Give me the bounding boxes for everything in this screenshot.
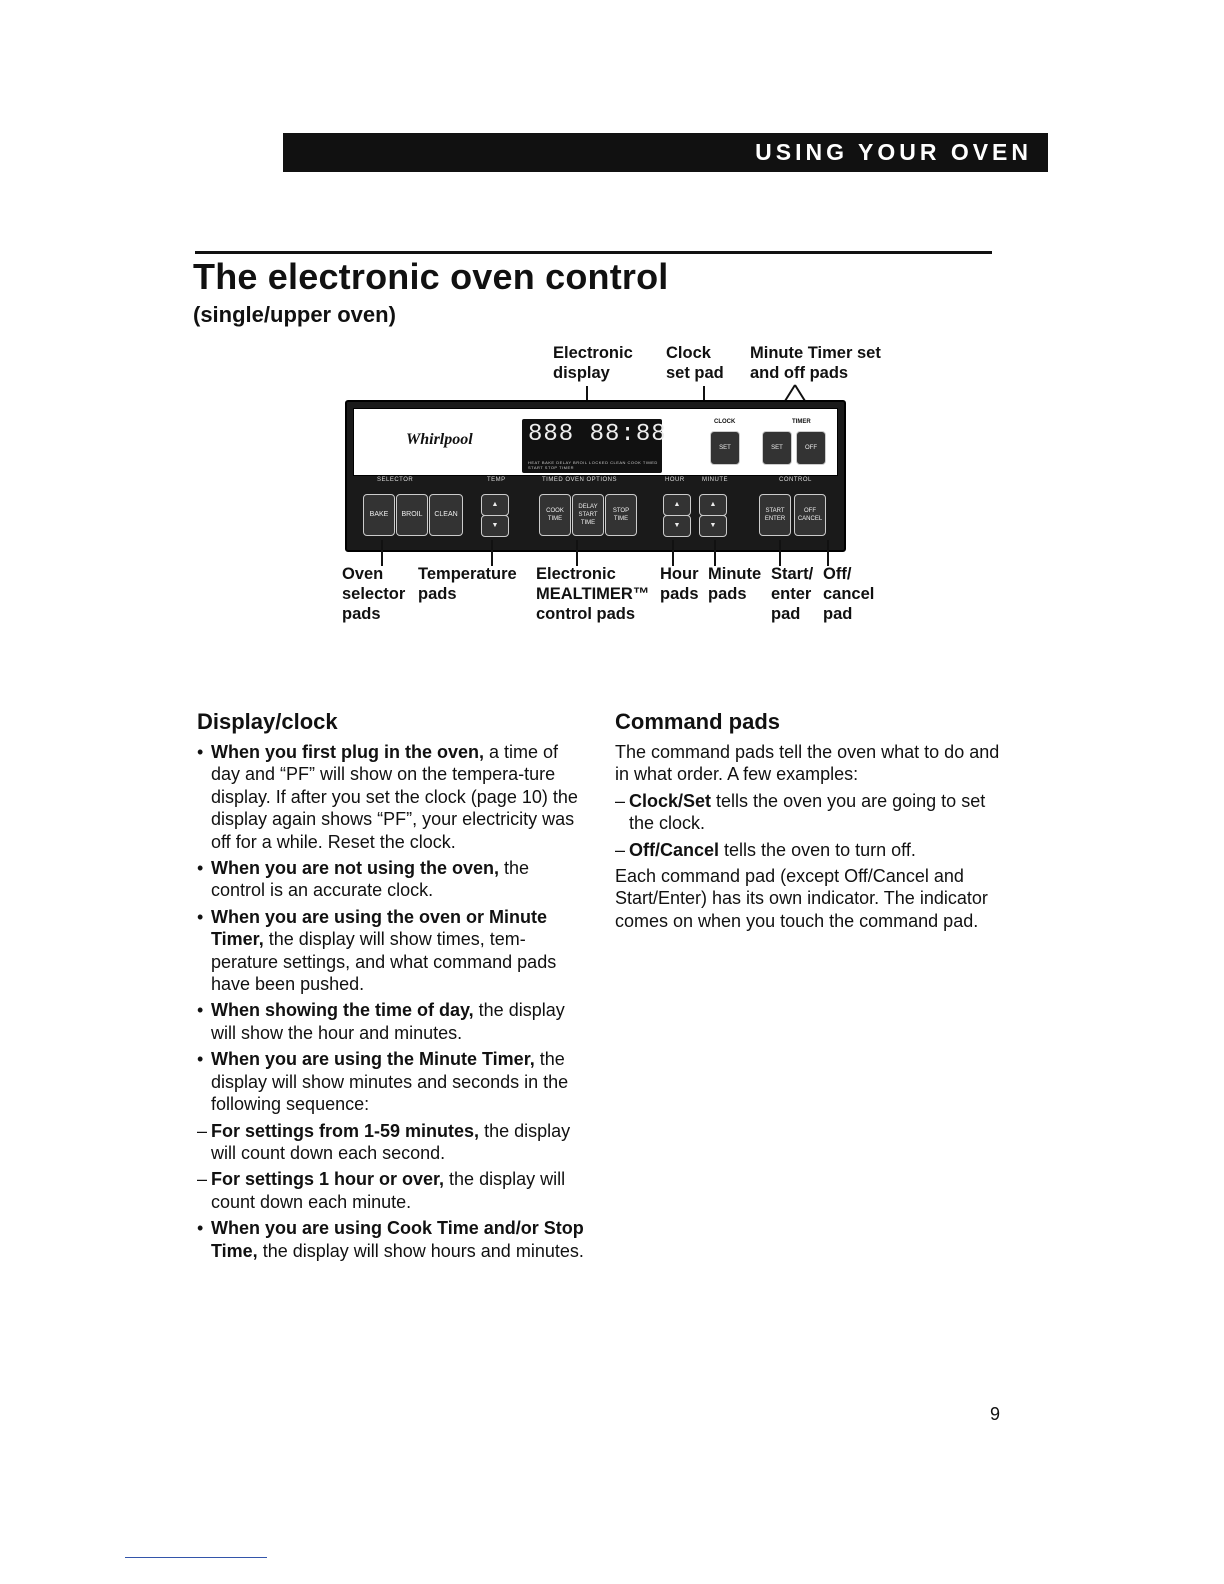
off-cancel-pad[interactable]: OFF CANCEL <box>794 494 826 536</box>
heading-rule <box>195 251 992 254</box>
list-item: • When you first plug in the oven, a time of day and “PF” will show on the tempera-ture display. If after you set the clock (page 10) the display again shows “PF”, your electricity was off for a while. Reset the clock. <box>197 741 587 853</box>
list-item: – Clock/Set tells the oven you are going to set the clock. <box>615 790 1000 835</box>
hour-up-pad[interactable]: ▲ <box>663 494 691 516</box>
strip-control: CONTROL <box>779 477 812 483</box>
display-indicators: HEAT BAKE DELAY BROIL LOCKED CLEAN COOK TIMED START STOP TIMER <box>528 460 658 470</box>
clean-pad[interactable]: CLEAN <box>429 494 463 536</box>
command-pads-heading: Command pads <box>615 709 781 734</box>
callout-start-enter: Start/ enter pad <box>771 565 814 623</box>
page-subtitle: (single/upper oven) <box>193 302 396 327</box>
cook-time-pad[interactable]: COOK TIME <box>539 494 571 536</box>
footer-line <box>125 1557 267 1558</box>
list-item: • When you are not using the oven, the control is an accurate clock. <box>197 857 587 902</box>
leader-line <box>714 540 716 566</box>
strip-selector: SELECTOR <box>377 477 414 483</box>
callout-mealtimer: Electronic MEALTIMER™ control pads <box>536 565 650 623</box>
timer-label: TIMER <box>792 419 811 425</box>
strip-timed-options: TIMED OVEN OPTIONS <box>542 477 618 483</box>
section-banner <box>283 133 1048 172</box>
delay-start-time-pad[interactable]: DELAY START TIME <box>572 494 604 536</box>
leader-line <box>779 540 781 566</box>
sub-list-item: – For settings from 1-59 minutes, the display will count down each second. <box>197 1120 587 1165</box>
callout-minute: Minute pads <box>708 565 762 603</box>
list-item: • When you are using the Minute Timer, the display will show minutes and seconds in the following sequence: <box>197 1048 587 1115</box>
temp-up-pad[interactable]: ▲ <box>481 494 509 516</box>
page-title: The electronic oven control <box>193 256 669 297</box>
callout-clock-set: Clock set pad <box>666 344 724 382</box>
hour-down-pad[interactable]: ▼ <box>663 515 691 537</box>
callout-hour: Hour pads <box>660 565 699 603</box>
command-pads-section <box>615 709 1000 936</box>
leader-line <box>381 540 383 566</box>
callout-temperature: Temperature pads <box>418 565 517 603</box>
display-digits: 888 88:88 <box>528 421 667 448</box>
strip-temp: TEMP <box>487 477 506 483</box>
list-item: • When you are using the oven or Minute Timer, the display will show times, tem-perature settings, and what command pads have been pushed. <box>197 906 587 996</box>
clock-set-pad[interactable]: SET <box>710 431 740 465</box>
leader-line <box>576 540 578 566</box>
temp-down-pad[interactable]: ▼ <box>481 515 509 537</box>
leader-line <box>491 540 493 566</box>
minute-down-pad[interactable]: ▼ <box>699 515 727 537</box>
display-clock-heading: Display/clock <box>197 709 338 734</box>
page-number: 9 <box>990 1404 1001 1424</box>
strip-minute: MINUTE <box>702 477 728 483</box>
banner-text: USING YOUR OVEN <box>755 139 1032 165</box>
whirlpool-logo: Whirlpool <box>406 431 473 448</box>
panel-display-area <box>353 408 838 476</box>
leader-line <box>827 540 829 566</box>
callout-minute-timer: Minute Timer set and off pads <box>750 344 881 382</box>
electronic-display <box>522 419 667 473</box>
clock-label: CLOCK <box>714 419 736 425</box>
callout-oven-selector: Oven selector pads <box>342 565 406 623</box>
callout-off-cancel: Off/ cancel pad <box>823 565 875 623</box>
broil-pad[interactable]: BROIL <box>396 494 428 536</box>
command-pads-intro: The command pads tell the oven what to do and in what order. A few examples: <box>615 742 1000 785</box>
display-clock-section <box>197 709 587 1266</box>
command-pads-note: Each command pad (except Off/Cancel and Start/Enter) has its own indicator. The indicator comes on when you touch the command pad. <box>615 866 988 931</box>
minute-up-pad[interactable]: ▲ <box>699 494 727 516</box>
timer-set-pad[interactable]: SET <box>762 431 792 465</box>
sub-list-item: – For settings 1 hour or over, the display will count down each minute. <box>197 1168 587 1213</box>
leader-line <box>672 540 674 566</box>
start-enter-pad[interactable]: START ENTER <box>759 494 791 536</box>
list-item: • When showing the time of day, the display will show the hour and minutes. <box>197 999 587 1044</box>
stop-time-pad[interactable]: STOP TIME <box>605 494 637 536</box>
list-item: • When you are using Cook Time and/or Stop Time, the display will show hours and minutes. <box>197 1217 587 1262</box>
oven-control-panel <box>345 400 846 552</box>
timer-off-pad[interactable]: OFF <box>796 431 826 465</box>
strip-hour: HOUR <box>665 477 685 483</box>
callout-electronic-display: Electronic display <box>553 344 633 382</box>
bake-pad[interactable]: BAKE <box>363 494 395 536</box>
list-item: – Off/Cancel tells the oven to turn off. <box>615 839 1000 861</box>
